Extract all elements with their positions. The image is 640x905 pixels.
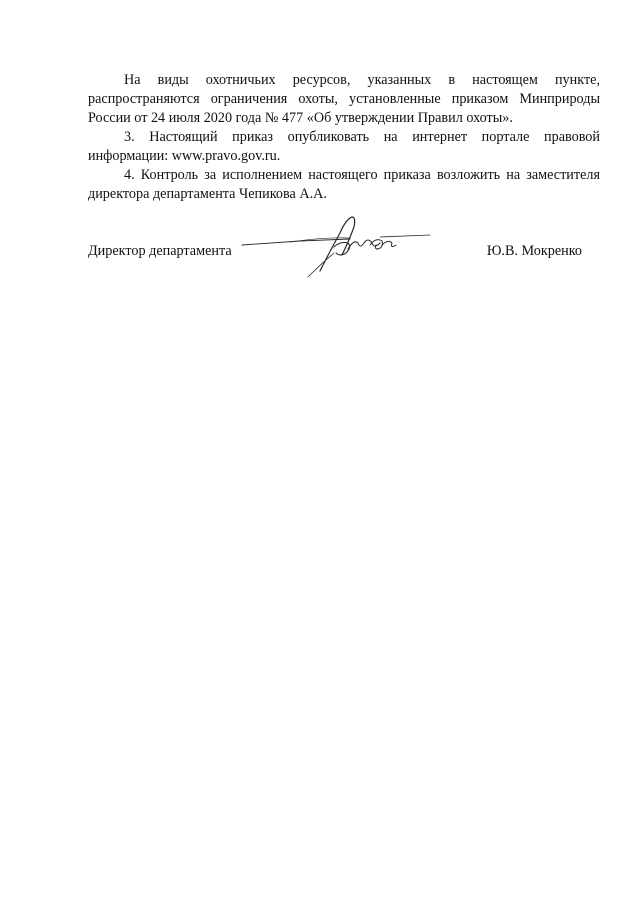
signatory-title: Директор департамента [88,243,232,259]
signature-block [88,243,600,265]
paragraph-publication: 3. Настоящий приказ опубликовать на интернет портале правовой информации: www.pravo.gov.ru. [88,129,600,164]
signatory-name: Ю.В. Мокренко [486,243,582,259]
order-text [88,71,600,204]
paragraph-control: 4. Контроль за исполнением настоящего приказа возложить на заместителя директора департамента Чепикова А.А. [88,167,600,202]
paragraph-hunting-restrictions: На виды охотничьих ресурсов, указанных в настоящем пункте, распространяются ограничения охоты, установленные приказом Минприроды России от 24 июля 2020 года № 477 «Об утверждении Правил охоты». [88,72,600,126]
